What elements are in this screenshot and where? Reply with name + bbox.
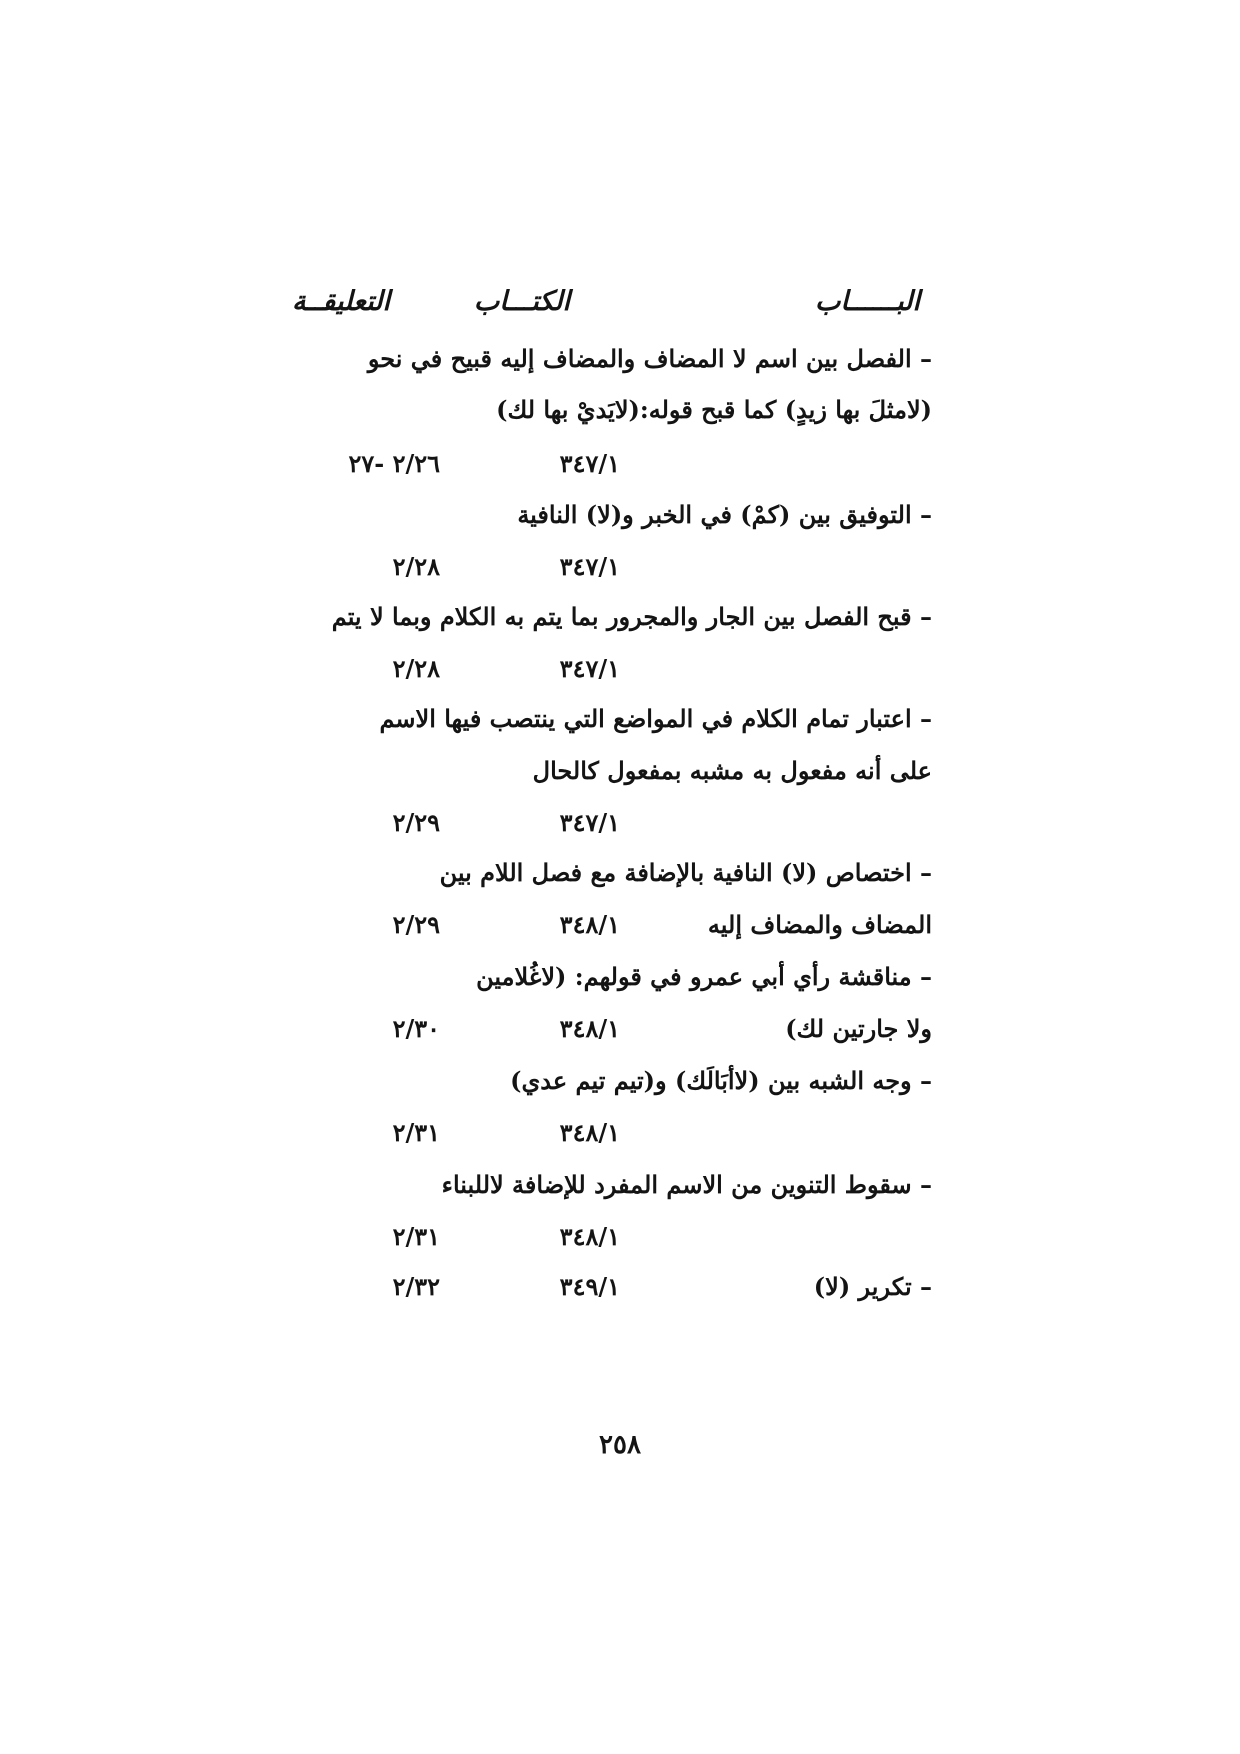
entry-8-line-0: – تكرير (لا) bbox=[813, 1272, 932, 1301]
entry-3-kitab: ٣٤٧/١ bbox=[559, 808, 620, 837]
entry-5-taliqa: ٢/٣٠ bbox=[392, 1014, 440, 1043]
entry-1-kitab: ٣٤٧/١ bbox=[559, 552, 620, 581]
entry-4-kitab: ٣٤٨/١ bbox=[559, 910, 620, 939]
entry-4-line-0: – اختصاص (لا) النافية بالإضافة مع فصل اللام بين bbox=[439, 858, 932, 887]
entry-4-line-1: المضاف والمضاف إليه bbox=[707, 910, 932, 939]
entry-1-line-0: – التوفيق بين (كمْ) في الخبر و(لا) النافية bbox=[517, 500, 932, 529]
entry-0-taliqa: ٢/٢٦ -٢٧ bbox=[348, 449, 440, 478]
entry-3-line-1: على أنه مفعول به مشبه بمفعول كالحال bbox=[532, 756, 932, 785]
header-taliqa: التعليقــة bbox=[292, 286, 390, 317]
entry-5-line-0: – مناقشة رأي أبي عمرو في قولهم: (لاغُلامين bbox=[476, 962, 932, 991]
page-number: ٢٥٨ bbox=[599, 1430, 641, 1460]
entry-3-taliqa: ٢/٢٩ bbox=[392, 808, 440, 837]
entry-0-line-1: (لامثلَ بها زيدٍ) كما قبح قوله:(لايَديْ بها لك) bbox=[496, 395, 932, 424]
entry-8-taliqa: ٢/٣٢ bbox=[392, 1272, 440, 1301]
header-kitab: الكتـــاب bbox=[473, 286, 570, 317]
entry-6-kitab: ٣٤٨/١ bbox=[559, 1118, 620, 1147]
entry-5-line-1: ولا جارتين لك) bbox=[785, 1014, 932, 1043]
entry-0-kitab: ٣٤٧/١ bbox=[559, 449, 620, 478]
entry-7-line-0: – سقوط التنوين من الاسم المفرد للإضافة لاللبناء bbox=[441, 1170, 932, 1199]
entry-7-kitab: ٣٤٨/١ bbox=[559, 1222, 620, 1251]
entry-2-kitab: ٣٤٧/١ bbox=[559, 654, 620, 683]
entry-8-kitab: ٣٤٩/١ bbox=[559, 1272, 620, 1301]
entry-2-line-0: – قبح الفصل بين الجار والمجرور بما يتم به الكلام وبما لا يتم bbox=[331, 602, 932, 631]
entry-6-taliqa: ٢/٣١ bbox=[392, 1118, 440, 1147]
entry-1-taliqa: ٢/٢٨ bbox=[392, 552, 440, 581]
entry-7-taliqa: ٢/٣١ bbox=[392, 1222, 440, 1251]
header-bab: البــــــاب bbox=[815, 286, 920, 317]
entry-2-taliqa: ٢/٢٨ bbox=[392, 654, 440, 683]
entry-5-kitab: ٣٤٨/١ bbox=[559, 1014, 620, 1043]
entry-6-line-0: – وجه الشبه بين (لاأبَالَك) و(تيم تيم عدي) bbox=[510, 1066, 932, 1095]
entry-4-taliqa: ٢/٢٩ bbox=[392, 910, 440, 939]
entry-0-line-0: – الفصل بين اسم لا المضاف والمضاف إليه قبيح في نحو bbox=[367, 344, 932, 373]
entry-3-line-0: – اعتبار تمام الكلام في المواضع التي ينتصب فيها الاسم bbox=[379, 704, 932, 733]
